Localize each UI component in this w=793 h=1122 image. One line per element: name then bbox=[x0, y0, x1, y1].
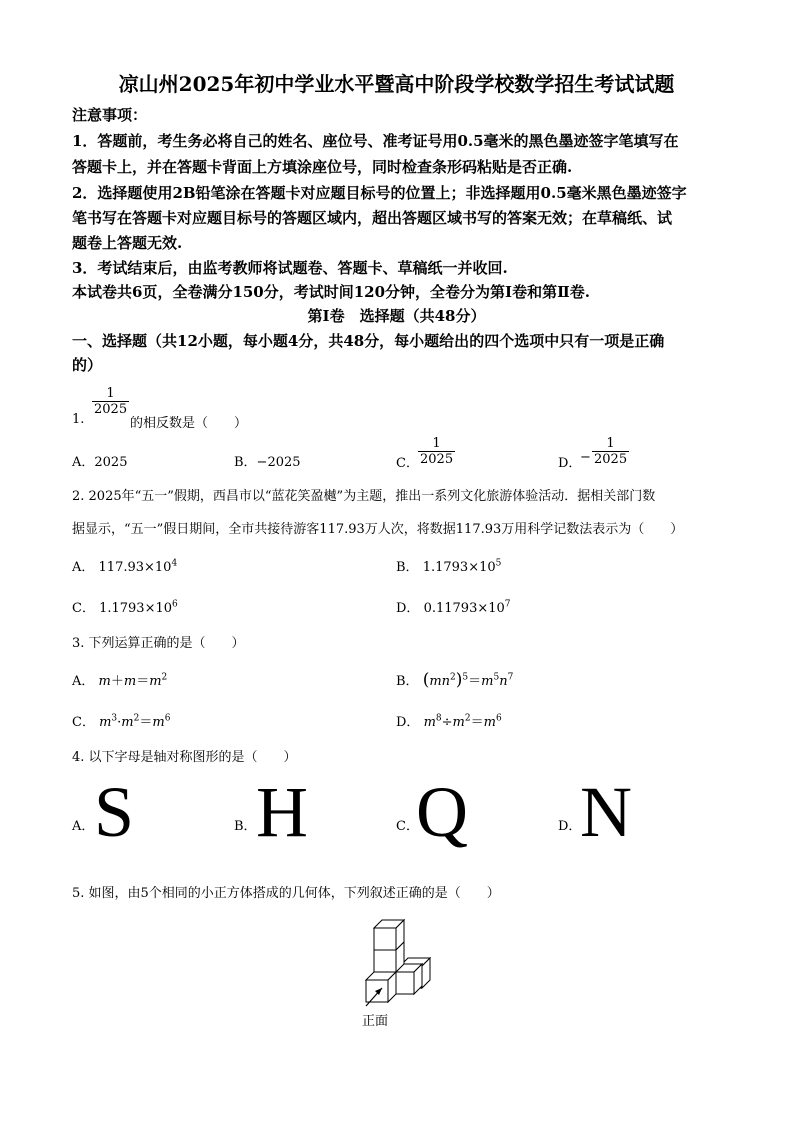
option-a-label: A． bbox=[72, 819, 95, 834]
question-stem: 的相反数是（ ） bbox=[130, 416, 248, 431]
notice-line: 笔书写在答题卡对应题目标号的答题区域内，超出答题区域书写的答案无效；在草稿纸、试 bbox=[72, 209, 673, 227]
exam-title: 凉山州2025年初中学业水平暨高中阶段学校数学招生考试试题 bbox=[118, 72, 675, 96]
letter-h: H bbox=[256, 772, 308, 852]
option-d-label: D． bbox=[558, 819, 582, 834]
notice-line: 3．考试结束后，由监考教师将试题卷、答题卡、草稿纸一并收回. bbox=[72, 259, 508, 277]
notice-line: 题卷上答题无效. bbox=[72, 234, 183, 252]
option-c: C． $m^3\cdot m^2=m^6$ bbox=[72, 713, 171, 730]
option-d: D． $0.11793\times 10^7$ bbox=[396, 599, 511, 616]
option-a: A． $m+m=m^2$ bbox=[72, 672, 168, 689]
option-a: A． $117.93\times 10^4$ bbox=[72, 558, 178, 575]
front-label: 正面 bbox=[362, 1014, 389, 1029]
option-b-label: B． bbox=[234, 819, 257, 834]
question-5-stem: 5. 如图，由5个相同的小正方体搭成的几何体，下列叙述正确的是（ ） bbox=[72, 886, 500, 901]
part-heading: 第Ⅰ卷 选择题（共48分） bbox=[307, 307, 486, 325]
option-c: C． $1.1793\times 10^6$ bbox=[72, 599, 178, 616]
notice-heading: 注意事项： bbox=[72, 106, 148, 124]
option-b: B． $1.1793\times 10^5$ bbox=[396, 558, 502, 575]
question-number: 1. bbox=[72, 412, 85, 427]
question-3-stem: 3. 下列运算正确的是（ ） bbox=[72, 636, 245, 651]
option-c-label: C． bbox=[396, 819, 419, 834]
fraction: $\frac{1}{2025}$ bbox=[420, 436, 454, 467]
section-heading: 的） bbox=[72, 356, 103, 374]
notice-line: 2．选择题使用2B铅笔涂在答题卡对应题目标号的位置上；非选择题用0.5毫米黑色墨迹签字 bbox=[72, 184, 687, 202]
letter-s: S bbox=[94, 772, 135, 852]
option-b: B． $(mn^2)^5=m^5n^7$ bbox=[396, 670, 514, 690]
option-b: B．−2025 bbox=[234, 455, 301, 470]
option-a: A．2025 bbox=[72, 455, 128, 470]
letter-n: N bbox=[580, 772, 632, 852]
question-2-line: 2. 2025年“五一”假期，西昌市以“蓝花笑盈樾”为主题，推出一系列文化旅游体验活动．据相关部门数 bbox=[72, 489, 656, 504]
letter-q: Q bbox=[416, 772, 468, 852]
section-heading: 一、选择题（共12小题，每小题4分，共48分，每小题给出的四个选项中只有一项是正确 bbox=[72, 332, 665, 350]
notice-line: 1．答题前，考生务必将自己的姓名、座位号、准考证号用0.5毫米的黑色墨迹签字笔填写在 bbox=[72, 132, 679, 150]
option-d: D． $m^8\div m^2=m^6$ bbox=[396, 713, 502, 730]
arrow-icon bbox=[360, 984, 390, 1010]
question-4-stem: 4. 以下字母是轴对称图形的是（ ） bbox=[72, 750, 297, 765]
notice-line: 本试卷共6页，全卷满分150分，考试时间120分钟，全卷分为第Ⅰ卷和第Ⅱ卷. bbox=[72, 283, 590, 301]
fraction: $\frac{1}{2025}$ bbox=[94, 386, 128, 417]
fraction: $\frac{1}{2025}$ bbox=[594, 436, 628, 467]
question-2-line: 据显示，“五一”假日期间，全市共接待游客117.93万人次，将数据117.93万用科学记数法表示为（ ） bbox=[72, 522, 684, 537]
notice-line: 答题卡上，并在答题卡背面上方填涂座位号，同时检查条形码粘贴是否正确. bbox=[72, 158, 573, 176]
